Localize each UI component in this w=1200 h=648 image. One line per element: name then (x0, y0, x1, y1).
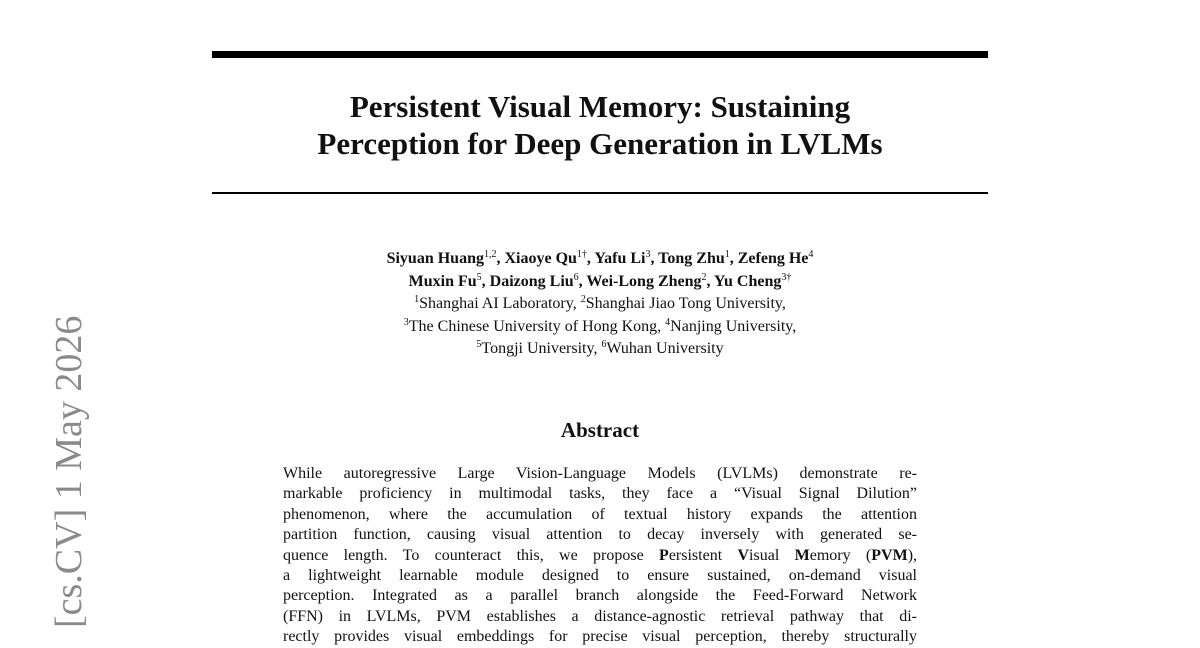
author-affil-sup: 4 (808, 249, 814, 260)
affiliation-line-2: $^3$The Chinese University of Hong Kong, $^4$Nanjing University, (403, 316, 797, 335)
title-bottom-rule (212, 192, 988, 194)
abstract-line: partition function, causing visual attention to decay inversely with generated se- (283, 526, 917, 544)
affiliation-name: Wuhan University (606, 340, 724, 357)
abstract-line: perception. Integrated as a parallel branch alongside the Feed-Forward Network (283, 587, 917, 605)
author-affil-sup: 3† (781, 271, 792, 283)
author-name: Tong Zhu (658, 250, 725, 267)
affiliation-line-1: $^1$Shanghai AI Laboratory, $^2$Shanghai Jiao Tong University, (414, 294, 786, 312)
affiliation-name: Nanjing University (670, 317, 793, 335)
abstract-line: rectly provides visual embeddings for precise visual perception, thereby structurally (283, 628, 917, 646)
affiliation-sup: 2 (580, 294, 586, 305)
author-name: Muxin Fu (408, 272, 477, 290)
abstract-line: quence length. To counteract this, we propose Persistent Visual Memory (PVM), (283, 546, 918, 564)
author-name: Zefeng He (737, 250, 809, 267)
author-block (212, 248, 988, 361)
author-name: Wei-Long Zheng (586, 272, 702, 290)
abstract-line: (FFN) in LVLMs, PVM establishes a distance-agnostic retrieval pathway that di- (283, 607, 917, 625)
author-name: Daizong Liu (489, 272, 574, 290)
abstract-line: phenomenon, where the accumulation of textual history expands the attention (283, 505, 917, 523)
abstract-line: a lightweight learnable module designed to ensure sustained, on-demand visual (283, 566, 917, 584)
author-name: Siyuan Huang (386, 250, 484, 267)
affiliation-name: Shanghai AI Laboratory (419, 295, 573, 312)
author-name: Xiaoye Qu (504, 250, 577, 267)
author-affil-sup: 5 (476, 271, 482, 283)
title-top-rule (212, 51, 988, 58)
abstract-line: While autoregressive Large Vision-Language Models (LVLMs) demonstrate re- (283, 465, 917, 482)
author-affil-sup: 1 (724, 249, 730, 260)
paper-title (212, 88, 988, 162)
abstract-line: markable proficiency in multimodal tasks, they face a “Visual Signal Dilution” (283, 485, 917, 503)
author-affil-sup: 1,2 (483, 249, 497, 260)
author-affil-sup: 3 (645, 249, 651, 260)
abstract-text (283, 464, 917, 648)
author-affil-sup: 2 (701, 271, 707, 283)
affiliation-sup: 4 (665, 316, 671, 328)
author-affil-sup: 6 (573, 271, 579, 283)
abstract-heading: Abstract (560, 418, 640, 442)
author-name: Yafu Li (594, 250, 646, 267)
affiliation-sup: 3 (403, 316, 409, 328)
arxiv-sidebar-stamp: [cs.CV] 1 May 2026 (48, 315, 90, 628)
affiliation-line-3: $^5$Tongji University, $^6$Wuhan University (476, 339, 724, 357)
title-line-1: Persistent Visual Memory: Sustaining (349, 89, 851, 124)
author-line-2: Muxin Fu$^5$, Daizong Liu$^6$, Wei-Long Zheng$^2$, Yu Cheng$^{3\dagger}$ (408, 271, 792, 290)
affiliation-name: Shanghai Jiao Tong University (585, 295, 782, 312)
affiliation-sup: 1 (414, 294, 420, 305)
affiliation-name: Tongji University (481, 340, 594, 357)
author-affil-sup: 1† (576, 249, 587, 260)
affiliation-name: The Chinese University of Hong Kong (408, 317, 658, 335)
affiliation-sup: 5 (476, 339, 482, 350)
affiliation-sup: 6 (601, 339, 607, 350)
author-name: Yu Cheng (713, 272, 782, 290)
title-line-2: Perception for Deep Generation in LVLMs (317, 126, 883, 161)
author-line-1: Siyuan Huang$^{1,2}$, Xiaoye $Qu^{1\dagger}$, Yafu Li$^3$, Tong Zhu$^1$, Zefeng He$^4$ (386, 249, 814, 267)
